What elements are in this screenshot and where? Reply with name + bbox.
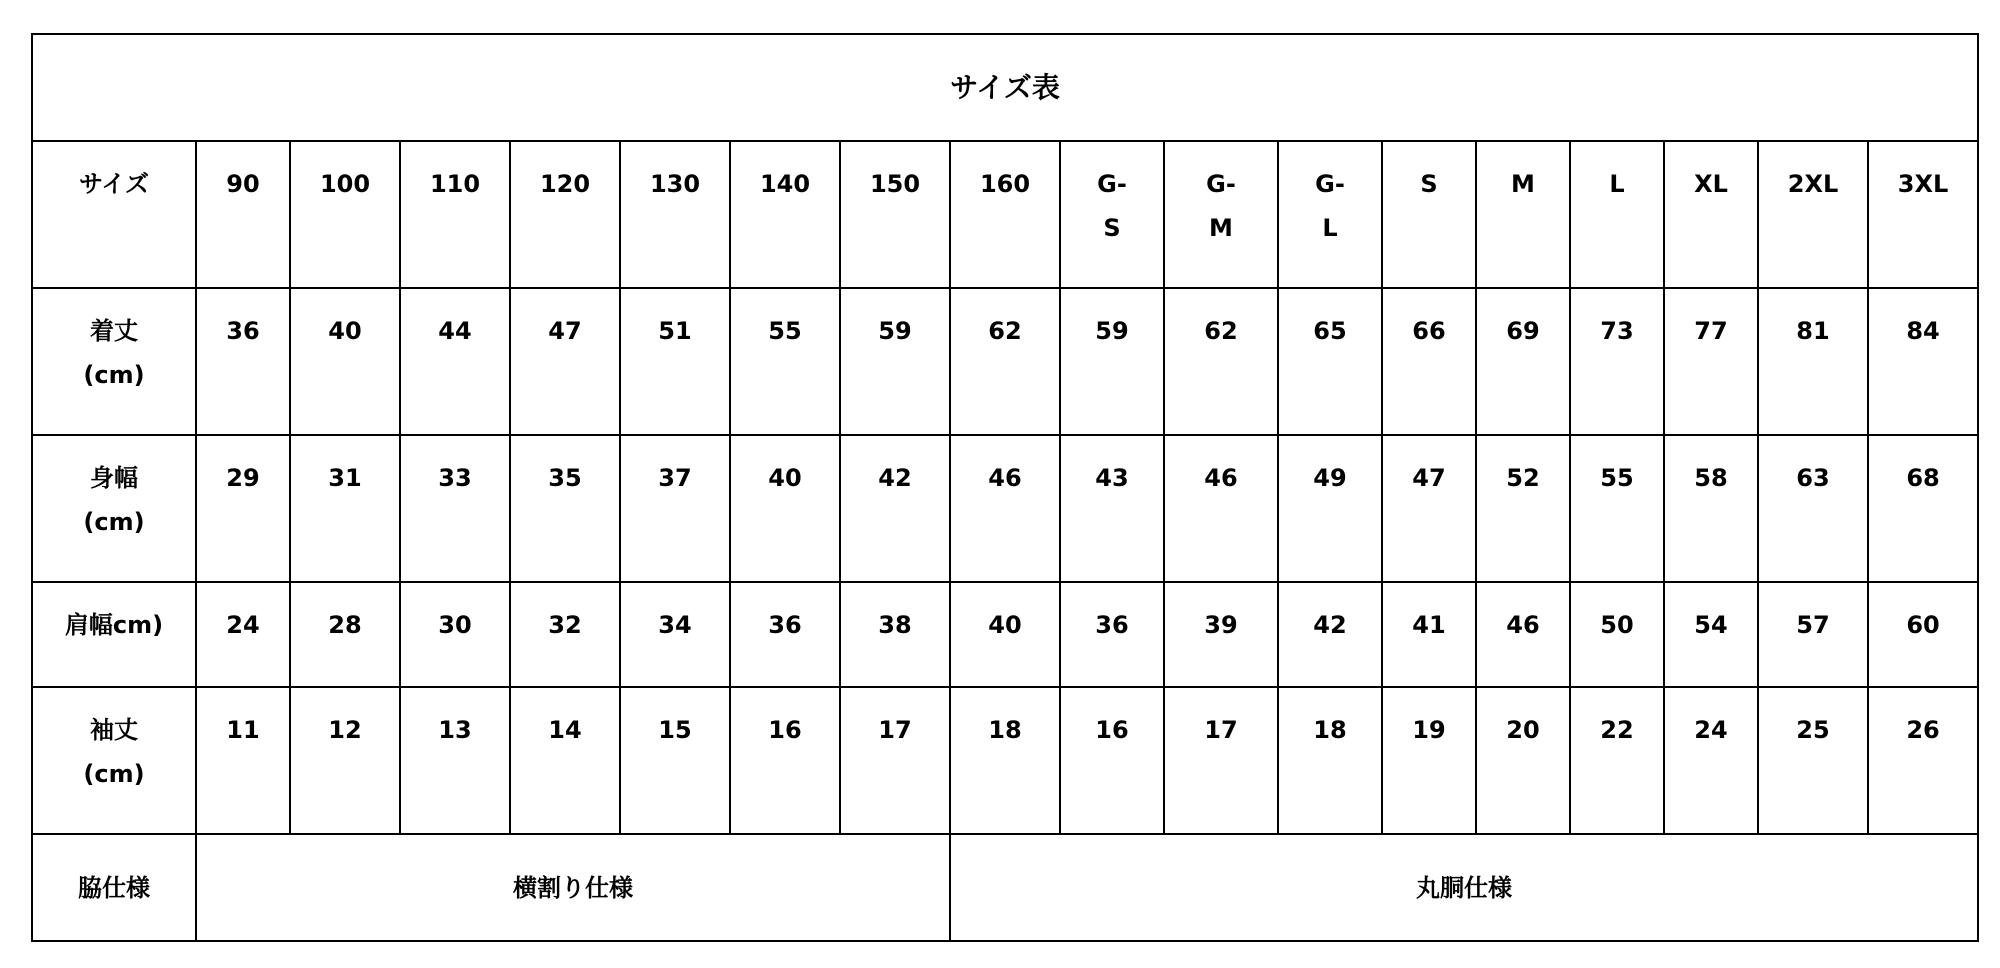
table-cell: 57: [1758, 582, 1868, 687]
table-cell: 32: [510, 582, 620, 687]
table-cell: 55: [1570, 435, 1664, 582]
table-cell: 84: [1868, 288, 1978, 435]
table-cell: 37: [620, 435, 730, 582]
table-cell: 22: [1570, 687, 1664, 834]
table-cell: 47: [510, 288, 620, 435]
table-cell: 51: [620, 288, 730, 435]
table-cell: 25: [1758, 687, 1868, 834]
row-label-size: サイズ: [32, 141, 196, 288]
table-cell: 73: [1570, 288, 1664, 435]
table-cell: 30: [400, 582, 510, 687]
table-cell: 13: [400, 687, 510, 834]
table-cell: 28: [290, 582, 400, 687]
row-label-length: 着丈 (cm): [32, 288, 196, 435]
table-cell: 16: [730, 687, 840, 834]
size-header-cell: G- S: [1060, 141, 1164, 288]
table-cell: 31: [290, 435, 400, 582]
table-cell: 46: [950, 435, 1060, 582]
length-row: [32, 288, 1978, 435]
row-label-width: 身幅 (cm): [32, 435, 196, 582]
size-header-cell: L: [1570, 141, 1664, 288]
size-header-cell: 2XL: [1758, 141, 1868, 288]
size-chart: [31, 33, 1979, 942]
table-cell: 17: [840, 687, 950, 834]
table-cell: 36: [1060, 582, 1164, 687]
size-header-cell: 150: [840, 141, 950, 288]
size-header-cell: 160: [950, 141, 1060, 288]
size-header-cell: S: [1382, 141, 1476, 288]
table-cell: 26: [1868, 687, 1978, 834]
table-cell: 47: [1382, 435, 1476, 582]
side-spec-adult: 丸胴仕様: [950, 834, 1978, 941]
table-cell: 18: [950, 687, 1060, 834]
table-cell: 42: [840, 435, 950, 582]
table-cell: 46: [1164, 435, 1278, 582]
table-cell: 60: [1868, 582, 1978, 687]
row-label-side: 脇仕様: [32, 834, 196, 941]
table-title: サイズ表: [32, 34, 1978, 141]
table-cell: 24: [196, 582, 290, 687]
size-header-cell: 100: [290, 141, 400, 288]
table-cell: 59: [840, 288, 950, 435]
table-cell: 14: [510, 687, 620, 834]
table-cell: 58: [1664, 435, 1758, 582]
size-header-cell: G- L: [1278, 141, 1382, 288]
table-cell: 20: [1476, 687, 1570, 834]
table-cell: 17: [1164, 687, 1278, 834]
table-cell: 81: [1758, 288, 1868, 435]
row-label-shoulder: 肩幅cm): [32, 582, 196, 687]
table-cell: 18: [1278, 687, 1382, 834]
size-header-cell: 130: [620, 141, 730, 288]
table-cell: 63: [1758, 435, 1868, 582]
table-cell: 38: [840, 582, 950, 687]
table-cell: 40: [290, 288, 400, 435]
table-cell: 35: [510, 435, 620, 582]
table-cell: 19: [1382, 687, 1476, 834]
table-cell: 77: [1664, 288, 1758, 435]
table-cell: 15: [620, 687, 730, 834]
size-header-cell: 120: [510, 141, 620, 288]
table-cell: 65: [1278, 288, 1382, 435]
table-cell: 44: [400, 288, 510, 435]
table-cell: 49: [1278, 435, 1382, 582]
table-cell: 29: [196, 435, 290, 582]
row-label-sleeve: 袖丈 (cm): [32, 687, 196, 834]
table-cell: 46: [1476, 582, 1570, 687]
table-cell: 39: [1164, 582, 1278, 687]
table-cell: 62: [1164, 288, 1278, 435]
table-cell: 43: [1060, 435, 1164, 582]
table-cell: 62: [950, 288, 1060, 435]
width-row: [32, 435, 1978, 582]
table-cell: 68: [1868, 435, 1978, 582]
size-header-cell: XL: [1664, 141, 1758, 288]
table-cell: 16: [1060, 687, 1164, 834]
size-header-cell: 90: [196, 141, 290, 288]
table-cell: 55: [730, 288, 840, 435]
sleeve-row: [32, 687, 1978, 834]
size-table: [31, 33, 1979, 942]
table-cell: 40: [950, 582, 1060, 687]
table-cell: 66: [1382, 288, 1476, 435]
table-cell: 59: [1060, 288, 1164, 435]
size-header-cell: G- M: [1164, 141, 1278, 288]
size-header-cell: M: [1476, 141, 1570, 288]
side-spec-row: [32, 834, 1978, 941]
side-spec-kids: 横割り仕様: [196, 834, 950, 941]
table-cell: 24: [1664, 687, 1758, 834]
size-row: [32, 141, 1978, 288]
table-cell: 36: [196, 288, 290, 435]
size-header-cell: 3XL: [1868, 141, 1978, 288]
table-cell: 36: [730, 582, 840, 687]
table-cell: 69: [1476, 288, 1570, 435]
table-cell: 52: [1476, 435, 1570, 582]
size-header-cell: 110: [400, 141, 510, 288]
table-cell: 12: [290, 687, 400, 834]
table-cell: 40: [730, 435, 840, 582]
table-cell: 33: [400, 435, 510, 582]
shoulder-row: [32, 582, 1978, 687]
table-cell: 54: [1664, 582, 1758, 687]
size-header-cell: 140: [730, 141, 840, 288]
table-cell: 50: [1570, 582, 1664, 687]
table-cell: 34: [620, 582, 730, 687]
table-cell: 11: [196, 687, 290, 834]
table-cell: 41: [1382, 582, 1476, 687]
table-cell: 42: [1278, 582, 1382, 687]
title-row: [32, 34, 1978, 141]
